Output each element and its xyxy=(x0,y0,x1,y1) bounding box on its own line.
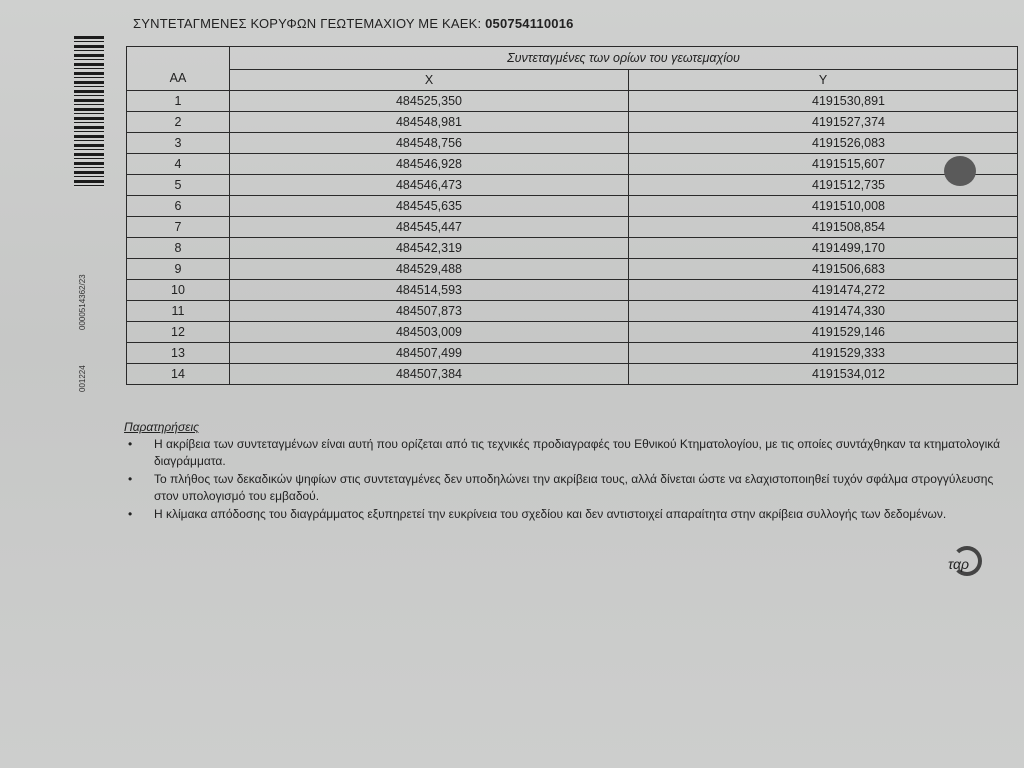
notes-heading: Παρατηρήσεις xyxy=(124,420,199,434)
notes-list xyxy=(124,436,1004,523)
cell-y: 4191474,330 xyxy=(629,301,1018,322)
cell-y: 4191534,012 xyxy=(629,364,1018,385)
side-code-b: 001224 xyxy=(78,365,87,392)
cell-aa: 2 xyxy=(127,112,230,133)
cell-x: 484525,350 xyxy=(230,91,629,112)
table-row xyxy=(127,154,1018,175)
cell-x: 484542,319 xyxy=(230,238,629,259)
table-row xyxy=(127,238,1018,259)
cell-x: 484529,488 xyxy=(230,259,629,280)
table-row xyxy=(127,91,1018,112)
document-title xyxy=(133,16,574,31)
table-row xyxy=(127,301,1018,322)
cell-x: 484514,593 xyxy=(230,280,629,301)
cell-aa: 7 xyxy=(127,217,230,238)
cell-aa: 1 xyxy=(127,91,230,112)
title-text: ΣΥΝΤΕΤΑΓΜΕΝΕΣ ΚΟΡΥΦΩΝ ΓΕΩΤΕΜΑΧΙΟΥ ΜΕ ΚΑΕΚ: xyxy=(133,16,482,31)
coordinates-body xyxy=(127,91,1018,385)
cell-y: 4191529,333 xyxy=(629,343,1018,364)
table-row xyxy=(127,322,1018,343)
col-header-y: Y xyxy=(629,70,1018,91)
cell-x: 484503,009 xyxy=(230,322,629,343)
cell-y: 4191526,083 xyxy=(629,133,1018,154)
cell-y: 4191529,146 xyxy=(629,322,1018,343)
cell-x: 484546,473 xyxy=(230,175,629,196)
cell-y: 4191527,374 xyxy=(629,112,1018,133)
coordinates-table xyxy=(126,46,1018,385)
cell-aa: 13 xyxy=(127,343,230,364)
cell-x: 484507,873 xyxy=(230,301,629,322)
table-row xyxy=(127,343,1018,364)
table-row xyxy=(127,259,1018,280)
cell-aa: 4 xyxy=(127,154,230,175)
table-row xyxy=(127,364,1018,385)
cell-aa: 11 xyxy=(127,301,230,322)
cell-y: 4191512,735 xyxy=(629,175,1018,196)
cell-aa: 3 xyxy=(127,133,230,154)
note-item: • Η ακρίβεια των συντεταγμένων είναι αυτή που ορίζεται από τις τεχνικές προδιαγραφές του Εθνικού Κτηματολογίου, με τις οποίες συντάχθηκαν τα κτηματολογικά διαγράμματα. xyxy=(154,436,1004,470)
table-row xyxy=(127,175,1018,196)
cell-aa: 12 xyxy=(127,322,230,343)
cell-x: 484507,384 xyxy=(230,364,629,385)
cell-x: 484548,756 xyxy=(230,133,629,154)
cell-x: 484545,635 xyxy=(230,196,629,217)
cell-y: 4191474,272 xyxy=(629,280,1018,301)
cell-aa: 9 xyxy=(127,259,230,280)
cell-x: 484548,981 xyxy=(230,112,629,133)
cell-y: 4191508,854 xyxy=(629,217,1018,238)
cell-aa: 6 xyxy=(127,196,230,217)
cell-y: 4191506,683 xyxy=(629,259,1018,280)
cell-y: 4191510,008 xyxy=(629,196,1018,217)
table-row xyxy=(127,112,1018,133)
cell-aa: 5 xyxy=(127,175,230,196)
col-header-aa: AA xyxy=(127,47,230,91)
punch-hole-icon xyxy=(944,156,976,186)
note-item: • Το πλήθος των δεκαδικών ψηφίων στις συντεταγμένες δεν υποδηλώνει την ακρίβεια τους, αλλά δίνεται ώστε να ελαχιστοποιηθεί τυχόν σφάλμα στρογγύλευσης στον υπολογισμό του εμβαδού. xyxy=(154,471,1004,505)
cell-y: 4191515,607 xyxy=(629,154,1018,175)
stamp-logo-icon xyxy=(946,548,978,574)
col-group-header: Συντεταγμένες των ορίων του γεωτεμαχίου xyxy=(230,47,1018,70)
cell-aa: 14 xyxy=(127,364,230,385)
cell-x: 484546,928 xyxy=(230,154,629,175)
cell-aa: 10 xyxy=(127,280,230,301)
cell-aa: 8 xyxy=(127,238,230,259)
notes-section xyxy=(124,420,1004,524)
cell-x: 484545,447 xyxy=(230,217,629,238)
table-row xyxy=(127,133,1018,154)
note-item: • Η κλίμακα απόδοσης του διαγράμματος εξυπηρετεί την ευκρίνεια του σχεδίου και δεν αντιστοιχεί απαραίτητα στην ακρίβεια συλλογής των δεδομένων. xyxy=(154,506,1004,523)
table-row xyxy=(127,196,1018,217)
kaek-number: 050754110016 xyxy=(485,16,574,31)
table-row xyxy=(127,280,1018,301)
cell-y: 4191499,170 xyxy=(629,238,1018,259)
cell-y: 4191530,891 xyxy=(629,91,1018,112)
col-header-x: X xyxy=(230,70,629,91)
stamp-text: ταρ xyxy=(948,556,970,572)
barcode-icon xyxy=(74,36,104,188)
side-code-a: 0000514362/23 xyxy=(78,274,87,330)
cell-x: 484507,499 xyxy=(230,343,629,364)
table-row xyxy=(127,217,1018,238)
